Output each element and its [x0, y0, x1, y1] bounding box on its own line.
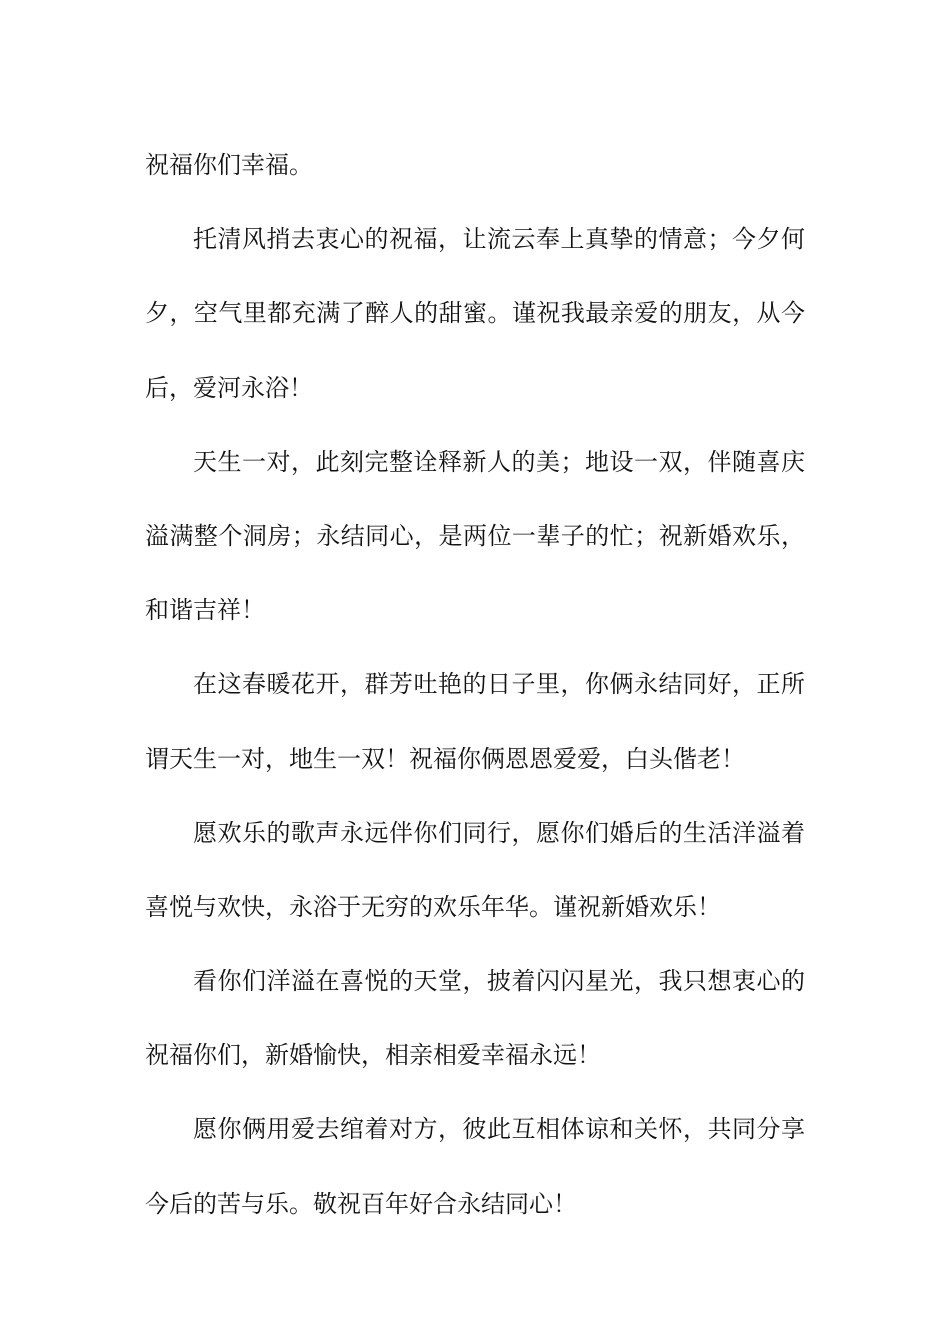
text-line: 谓天生一对，地生一双！祝福你俩恩恩爱爱，白头偕老！ [145, 744, 745, 773]
text-line: 溢满整个洞房；永结同心，是两位一辈子的忙；祝新婚欢乐， [145, 521, 805, 550]
paragraph-first-line: 在这春暖花开，群芳吐艳的日子里，你俩永结同好，正所 [193, 670, 805, 699]
text-line: 祝福你们幸福。 [145, 151, 313, 179]
text-line: 今后的苦与乐。敬祝百年好合永结同心！ [145, 1189, 577, 1218]
text-line: 和谐吉祥！ [145, 596, 265, 625]
paragraph-first-line: 天生一对，此刻完整诠释新人的美；地设一双，伴随喜庆 [193, 447, 805, 476]
text-line: 夕，空气里都充满了醉人的甜蜜。谨祝我最亲爱的朋友，从今 [145, 299, 805, 328]
document-body [145, 128, 805, 1241]
paragraph-first-line: 托清风捎去衷心的祝福，让流云奉上真挚的情意；今夕何 [193, 225, 805, 254]
text-line: 后，爱河永浴！ [145, 373, 313, 402]
paragraph-first-line: 愿你俩用爱去绾着对方，彼此互相体谅和关怀，共同分享 [193, 1115, 805, 1144]
paragraph-first-line: 愿欢乐的歌声永远伴你们同行，愿你们婚后的生活洋溢着 [193, 818, 805, 847]
paragraph-first-line: 看你们洋溢在喜悦的天堂，披着闪闪星光，我只想衷心的 [193, 967, 805, 996]
text-line: 祝福你们，新婚愉快，相亲相爱幸福永远！ [145, 1041, 601, 1070]
text-line: 喜悦与欢快，永浴于无穷的欢乐年华。谨祝新婚欢乐！ [145, 892, 721, 921]
